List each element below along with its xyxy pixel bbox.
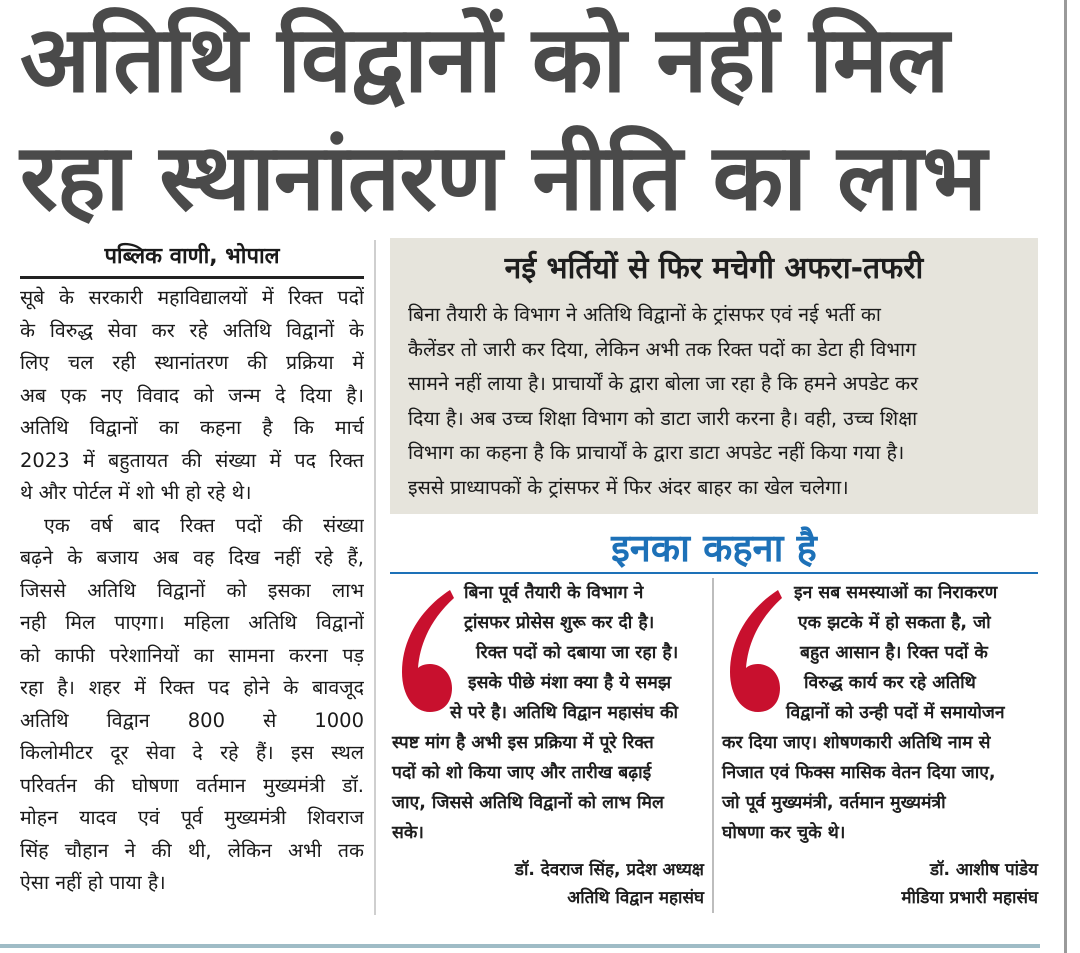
body-line: बढ़ने के बजाय अब वह दिख नहीं रहे हैं, (20, 546, 364, 569)
quote-left-org: अतिथि विद्वान महासंघ (567, 888, 704, 908)
sidebar-box-text (408, 298, 1020, 505)
bottom-rule (0, 944, 1040, 948)
quote-left-line: रिक्त पदों को दबाया जा रहा है। (476, 643, 679, 663)
body-line: किलोमीटर दूर सेवा दे रहे हैं। इस स्थल (20, 741, 364, 764)
body-line: अब एक नए विवाद को जन्म दे दिया है। (20, 383, 364, 407)
body-line: थे और पोर्टल में शो भी हो रहे थे। (20, 481, 252, 504)
body-line: सूबे के सरकारी महाविद्यालयों में रिक्त पदों (20, 286, 364, 309)
body-line: अतिथि विद्वानों का कहना है कि मार्च (20, 416, 364, 439)
body-line: मोहन यादव एवं पूर्व मुख्यमंत्री शिवराज (20, 806, 364, 829)
quotes-section-title: इनका कहना है (611, 526, 817, 570)
body-line: लिए चल रही स्थानांतरण की प्रक्रिया में (20, 351, 364, 374)
body-line: परिवर्तन की घोषणा वर्तमान मुख्यमंत्री डॉ. (20, 773, 364, 797)
quote-right-line: जो पूर्व मुख्यमंत्री, वर्तमान मुख्यमंत्री (722, 793, 946, 813)
box-line: दिया है। अब उच्च शिक्षा विभाग को डाटा जारी करना है। वही, उच्च शिक्षा (408, 406, 918, 430)
quote-right-line: निजात एवं फिक्स मासिक वेतन दिया जाए, (722, 763, 996, 783)
quote-left-line: ट्रांसफर प्रोसेस शुरू कर दी है। (464, 613, 655, 633)
body-line: के विरुद्ध सेवा कर रहे अतिथि विद्वानों के (20, 318, 364, 342)
quote-left-line: पदों को शो किया जाए और तारीख बढ़ाई (392, 763, 652, 783)
quote-right-line: विरुद्ध कार्य कर रहे अतिथि (804, 673, 976, 693)
sidebar-box-title: नई भर्तियों से फिर मचेगी अफरा-तफरी (504, 251, 924, 286)
body-line: ऐसा नहीं हो पाया है। (20, 871, 166, 894)
body-line: नही मिल पाएगा। महिला अतिथि विद्वानों (20, 611, 364, 634)
column-divider (374, 240, 376, 915)
quote-left-line: इसके पीछे मंशा क्या है ये समझ (468, 673, 672, 693)
body-line: रहा है। शहर में रिक्त पद होने के बावजूद (20, 676, 364, 699)
box-line: कैलेंडर तो जारी कर दिया, लेकिन अभी तक रिक्त पदों का डेटा ही विभाग (408, 337, 917, 361)
quote-right-org: मीडिया प्रभारी महासंघ (901, 888, 1038, 908)
quote-left-line: से परे है। अतिथि विद्वान महासंघ की (450, 703, 679, 723)
box-line: सामने नहीं लाया है। प्राचार्यों के द्वारा बोला जा रहा है कि हमने अपडेट कर (408, 372, 919, 395)
quote-right-line: कर दिया जाए। शोषणकारी अतिथि नाम से (722, 733, 991, 753)
right-edge-rule (1064, 0, 1067, 953)
quote-left-line: जाए, जिससे अतिथि विद्वानों को लाभ मिल (392, 793, 664, 813)
body-line: जिससे अतिथि विद्वानों को इसका लाभ (20, 578, 364, 602)
body-line: एक वर्ष बाद रिक्त पदों की संख्या (44, 513, 364, 537)
body-line: को काफी परेशानियों का सामना करना पड़ (20, 643, 364, 667)
article-body (20, 282, 364, 900)
quote-right-line: बहुत आसान है। रिक्त पदों के (800, 643, 988, 663)
quote-left-line: सके। (392, 823, 424, 843)
headline-line-1: अतिथि विद्वानों को नहीं मिल (20, 6, 949, 113)
quote-right-text (722, 578, 1038, 848)
body-line: 2023 में बहुतायत की संख्या में पद रिक्त (20, 448, 364, 472)
quote-right-name: डॉ. आशीष पांडेय (930, 860, 1038, 880)
quote-left-name: डॉ. देवराज सिंह, प्रदेश अध्यक्ष (514, 860, 704, 880)
box-line: बिना तैयारी के विभाग ने अतिथि विद्वानों के ट्रांसफर एवं नई भर्ती का (408, 303, 881, 326)
quote-right-line: एक झटके में हो सकता है, जो (798, 613, 991, 633)
quote-right-line: इन सब समस्याओं का निराकरण (794, 583, 998, 603)
quote-right-line: घोषणा कर चुके थे। (722, 823, 846, 843)
byline-rule (20, 276, 364, 279)
quote-right-line: विद्वानों को उन्ही पदों में समायोजन (786, 703, 1005, 723)
body-line: सिंह चौहान ने की थी, लेकिन अभी तक (20, 838, 364, 862)
headline-line-2: रहा स्थानांतरण नीति का लाभ (20, 124, 986, 231)
body-line: अतिथि विद्वान 800 से 1000 (20, 708, 364, 732)
byline: पब्लिक वाणी, भोपाल (104, 244, 280, 269)
box-line: इससे प्राध्यापकों के ट्रांसफर में फिर अंदर बाहर का खेल चलेगा। (408, 475, 849, 499)
quotes-title-rule (390, 572, 1038, 574)
quote-right-signature (722, 856, 1038, 912)
quote-left-signature (392, 856, 704, 912)
quotes-divider (712, 578, 714, 913)
quote-left-line: बिना पूर्व तैयारी के विभाग ने (464, 583, 644, 603)
quote-left-line: स्पष्ट मांग है अभी इस प्रक्रिया में पूरे रिक्त (392, 733, 654, 753)
quote-left-text (392, 578, 704, 848)
box-line: विभाग का कहना है कि प्राचार्यों के द्वारा डाटा अपडेट नहीं किया गया है। (408, 441, 905, 464)
